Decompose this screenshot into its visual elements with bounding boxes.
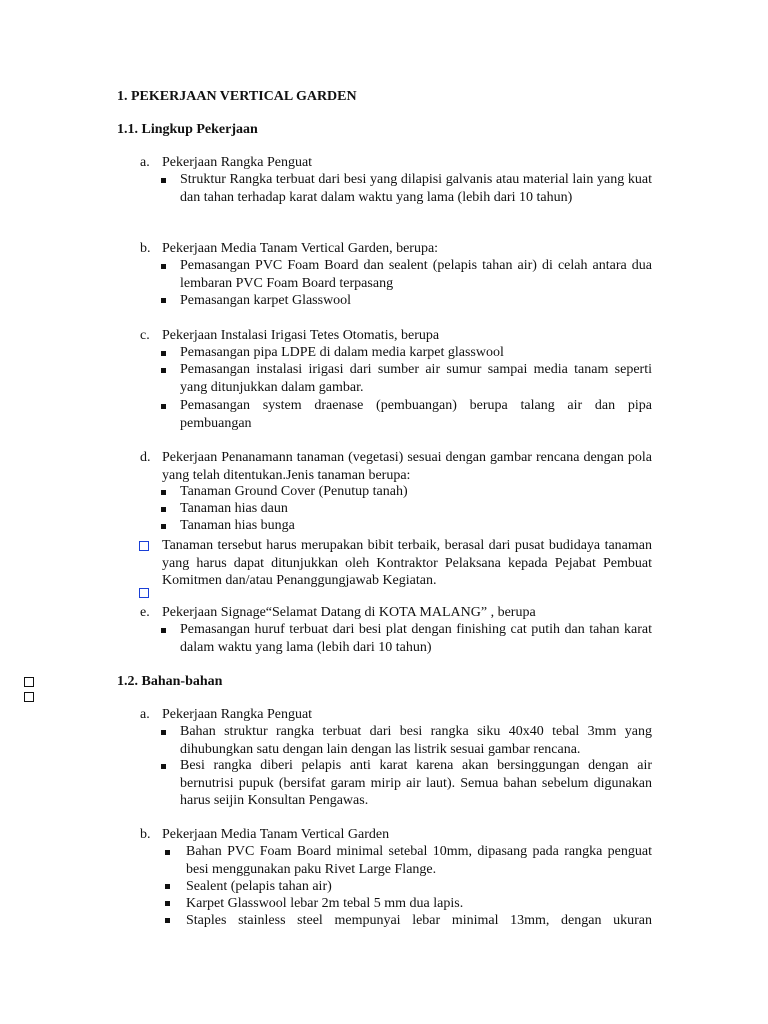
item-label-b: b. — [140, 827, 151, 842]
list-item: Staples stainless steel mempunyai lebar minimal 13mm, dengan ukuran — [186, 913, 652, 928]
item-label-a: a. — [140, 707, 150, 722]
list-item: Pemasangan huruf terbuat dari besi plat dengan finishing cat putih dan tahan karat dalam waktu yang lama (lebih dari 10 tahun) — [180, 622, 652, 655]
checkbox-icon — [24, 692, 34, 702]
bullet-icon — [161, 628, 166, 633]
list-item: Sealent (pelapis tahan air) — [186, 879, 332, 894]
bullet-icon — [161, 507, 166, 512]
item-label-c: c. — [140, 328, 150, 343]
bullet-icon — [161, 764, 166, 769]
bullet-icon — [161, 178, 166, 183]
subsection-title: 1.2. Bahan-bahan — [117, 674, 223, 689]
bullet-icon — [165, 884, 170, 889]
list-item: Bahan PVC Foam Board minimal setebal 10mm, dipasang pada rangka penguat besi menggunakan paku Rivet Large Flange. — [186, 844, 652, 877]
bullet-icon — [165, 901, 170, 906]
item-title-b: Pekerjaan Media Tanam Vertical Garden — [162, 827, 390, 842]
list-item: Pemasangan system draenase (pembuangan) berupa talang air dan pipa pembuangan — [180, 398, 652, 431]
list-item: Besi rangka diberi pelapis anti karat karena akan bersinggungan dengan air bernutrisi pupuk (bersifat garam mirip air laut). Semua bahan sebelum digunakan harus seijin Konsultan Pengawas. — [180, 758, 652, 808]
bullet-icon — [161, 264, 166, 269]
bullet-icon — [161, 351, 166, 356]
item-title-b: Pekerjaan Media Tanam Vertical Garden, berupa: — [162, 241, 439, 256]
list-item: Pemasangan instalasi irigasi dari sumber air sumur sampai media tanam seperti yang ditunjukkan dalam gambar. — [180, 362, 652, 395]
item-label-d: d. — [140, 450, 151, 465]
item-title-e: Pekerjaan Signage“Selamat Datang di KOTA MALANG” , berupa — [162, 605, 536, 620]
list-item: Tanaman hias daun — [180, 501, 288, 516]
bullet-icon — [161, 404, 166, 409]
checkbox-icon — [139, 541, 149, 551]
bullet-icon — [161, 298, 166, 303]
item-title-a: Pekerjaan Rangka Penguat — [162, 707, 313, 722]
item-title-c: Pekerjaan Instalasi Irigasi Tetes Otomatis, berupa — [162, 328, 440, 343]
item-title-a: Pekerjaan Rangka Penguat — [162, 155, 313, 170]
item-title-d: Pekerjaan Penanamann tanaman (vegetasi) sesuai dengan gambar rencana dengan pola yang telah ditentukan.Jenis tanaman berupa: — [162, 450, 652, 483]
checkbox-icon — [139, 588, 149, 598]
item-label-a: a. — [140, 155, 150, 170]
bullet-icon — [165, 918, 170, 923]
note-paragraph: Tanaman tersebut harus merupakan bibit terbaik, berasal dari pusat budidaya tanaman yang harus dapat ditunjukkan oleh Kontraktor Pelaksana kepada Pejabat Pembuat Komitmen dan/atau Penanggungjawab Kegiatan. — [162, 538, 652, 588]
bullet-icon — [161, 368, 166, 373]
bullet-icon — [165, 850, 170, 855]
item-label-e: e. — [140, 605, 150, 620]
bullet-icon — [161, 524, 166, 529]
subsection-title: 1.1. Lingkup Pekerjaan — [117, 122, 258, 137]
list-item: Bahan struktur rangka terbuat dari besi rangka siku 40x40 tebal 3mm yang dihubungkan satu dengan lain dengan las listrik sesuai gambar rencana. — [180, 724, 652, 757]
list-item: Pemasangan pipa LDPE di dalam media karpet glasswool — [180, 345, 504, 360]
checkbox-icon — [24, 677, 34, 687]
list-item: Karpet Glasswool lebar 2m tebal 5 mm dua lapis. — [186, 896, 464, 911]
list-item: Tanaman hias bunga — [180, 518, 295, 533]
section-title: 1. PEKERJAAN VERTICAL GARDEN — [117, 89, 357, 104]
item-label-b: b. — [140, 241, 151, 256]
bullet-icon — [161, 730, 166, 735]
bullet-icon — [161, 490, 166, 495]
list-item: Tanaman Ground Cover (Penutup tanah) — [180, 484, 408, 499]
list-item: Pemasangan karpet Glasswool — [180, 293, 352, 308]
list-item: Pemasangan PVC Foam Board dan sealent (pelapis tahan air) di celah antara dua lembaran PVC Foam Board terpasang — [180, 258, 652, 291]
list-item: Struktur Rangka terbuat dari besi yang dilapisi galvanis atau material lain yang kuat dan tahan terhadap karat dalam waktu yang lama (lebih dari 10 tahun) — [180, 172, 652, 205]
